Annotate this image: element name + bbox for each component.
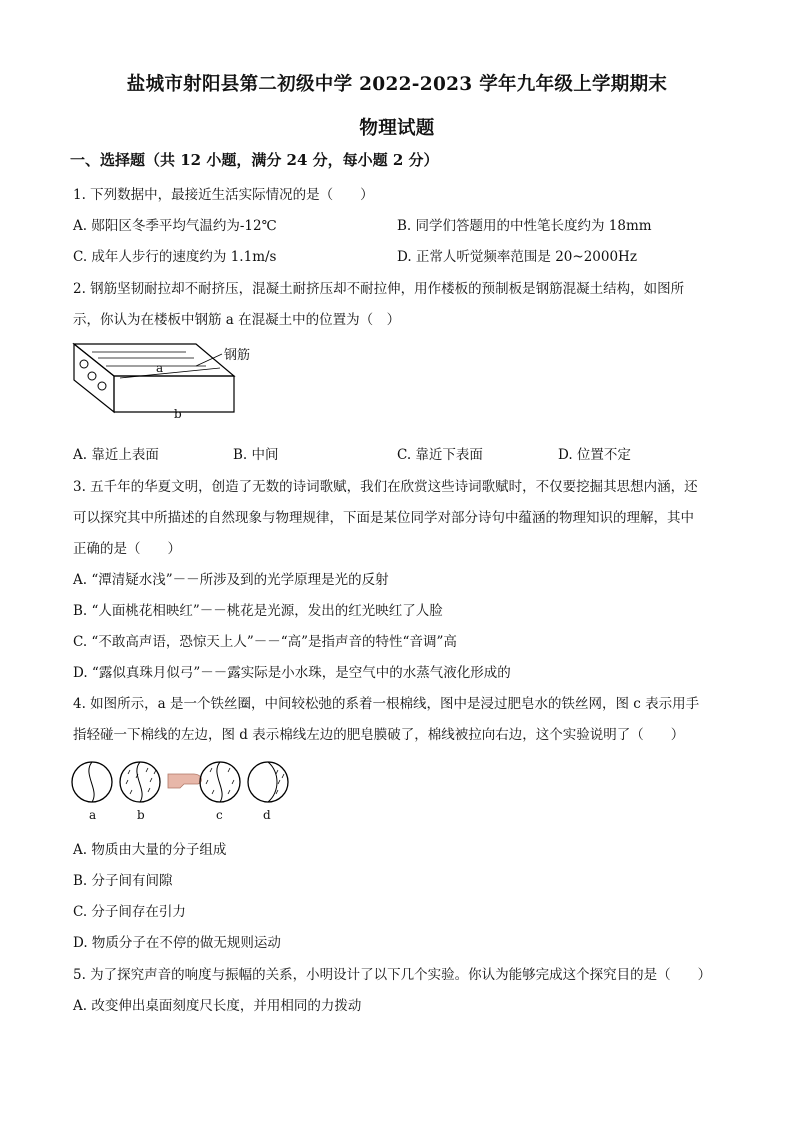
q3-stem-line1: 3. 五千年的华夏文明，创造了无数的诗词歌赋，我们在欣赏这些诗词歌赋时，不仅要挖掘其思想内涵，还 [73, 479, 698, 495]
q4-label-c: c [216, 808, 223, 822]
q4-stem-line2: 指轻碰一下棉线的左边，图 d 表示棉线左边的肥皂膜破了，棉线被拉向右边，这个实验说明了（ ） [73, 727, 685, 743]
q3-option-b: B. “人面桃花相映红”－－桃花是光源，发出的红光映红了人脸 [73, 603, 443, 619]
exam-title: 盐城市射阳县第二初级中学 2022-2023 学年九年级上学期期末 [126, 74, 668, 95]
q1-option-c: C. 成年人步行的速度约为 1.1m/s [73, 249, 277, 265]
q2-label-rebar: 钢筋 [224, 348, 251, 363]
q3-option-c: C. “不敢高声语，恐惊天上人”－－“高”是指声音的特性“音调”高 [73, 634, 457, 650]
q5-stem: 5. 为了探究声音的响度与振幅的关系，小明设计了以下几个实验。你认为能够完成这个探究目的是（ ） [73, 967, 712, 983]
q1-stem: 1. 下列数据中，最接近生活实际情况的是（ ） [73, 187, 374, 203]
q3-option-a: A. “潭清疑水浅”－－所涉及到的光学原理是光的反射 [73, 572, 389, 588]
q2-stem-line1: 2. 钢筋坚韧耐拉却不耐挤压，混凝土耐挤压却不耐拉伸，用作楼板的预制板是钢筋混凝土结构，如图所 [73, 281, 685, 297]
q3-option-d: D. “露似真珠月似弓”－－露实际是小水珠，是空气中的水蒸气液化形成的 [73, 665, 511, 681]
q2-option-b: B. 中间 [233, 447, 279, 463]
exam-subtitle: 物理试题 [359, 118, 435, 139]
q2-label-a: a [156, 361, 164, 375]
q4-soap-film-figure [70, 756, 290, 812]
q2-stem-line2: 示，你认为在楼板中钢筋 a 在混凝土中的位置为（ ） [73, 312, 401, 328]
q4-option-d: D. 物质分子在不停的做无规则运动 [73, 935, 281, 951]
q2-option-c: C. 靠近下表面 [397, 447, 483, 463]
q2-label-b: b [174, 407, 182, 421]
q2-option-d: D. 位置不定 [558, 447, 631, 463]
q1-option-b: B. 同学们答题用的中性笔长度约为 18mm [397, 218, 652, 234]
q1-option-d: D. 正常人听觉频率范围是 20~2000Hz [397, 249, 637, 265]
q4-label-b: b [137, 808, 145, 822]
q4-option-c: C. 分子间存在引力 [73, 904, 186, 920]
q4-option-b: B. 分子间有间隙 [73, 873, 173, 889]
q5-option-a: A. 改变伸出桌面刻度尺长度，并用相同的力拨动 [73, 998, 362, 1014]
section-heading: 一、选择题（共 12 小题，满分 24 分，每小题 2 分） [70, 151, 439, 169]
q4-label-d: d [263, 808, 271, 822]
q4-option-a: A. 物质由大量的分子组成 [73, 842, 227, 858]
q3-stem-line2: 可以探究其中所描述的自然现象与物理规律，下面是某位同学对部分诗句中蕴涵的物理知识的理解，其中 [73, 510, 694, 526]
q2-option-a: A. 靠近上表面 [73, 447, 159, 463]
q4-label-a: a [89, 808, 97, 822]
q3-stem-line3: 正确的是（ ） [73, 541, 181, 557]
q4-stem-line1: 4. 如图所示，a 是一个铁丝圈，中间较松弛的系着一根棉线，图中是浸过肥皂水的铁丝网，图 c 表示用手 [73, 696, 700, 712]
q1-option-a: A. 郧阳区冬季平均气温约为-12℃ [73, 218, 277, 234]
